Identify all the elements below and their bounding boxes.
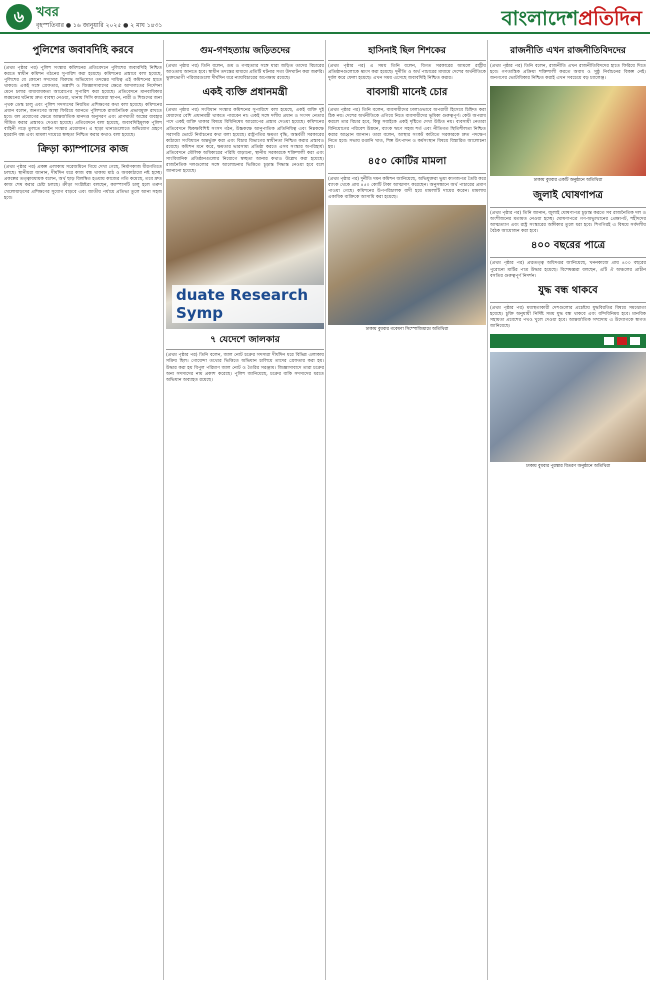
color-strip-ad [490, 334, 646, 348]
article-body: (প্রথম পৃষ্ঠার পর) প্রত্নতত্ত্ব অধিদপ্তর জানিয়েছে, খননকাজে প্রায় ৪০০ বছরের পুরোনো মাটির পাত্র উদ্ধার হয়েছে। বিশেষজ্ঞরা বলছেন, এটি ঐ অঞ্চলের প্রাচীন বসতির গুরুত্বপূর্ণ নিদর্শন। [490, 261, 646, 279]
column-3 [328, 40, 486, 337]
article-headline[interactable]: ৭ যেদেশে জালকার [166, 332, 324, 350]
photo-caption: ঢাকায় বুধবার পুরস্কার বিতরণ অনুষ্ঠানে অতিথিরা [525, 464, 611, 470]
article-body: (প্রথম পৃষ্ঠার পর) প্রকল্প এলাকায় সরেজমিনে গিয়ে দেখা গেছে, নির্মাণকাজ ধীরগতিতে চলছে। স্থানীয়রা জানান, দীর্ঘদিন ধরে কাজ বন্ধ থাকায় মাঠ ও অবকাঠামো নষ্ট হচ্ছে। প্রকল্পের তত্ত্বাবধায়ক বলেন, অর্থ ছাড় বিলম্বিত হওয়ায় কাজের গতি কমেছে, তবে দ্রুত কাজ শেষ করার চেষ্টা চলছে। ক্রীড়া সংশ্লিষ্টরা বলছেন, ক্যাম্পাসটি চালু হলে তরুণ খেলোয়াড়দের প্রশিক্ষণের সুযোগ বাড়বে এবং জাতীয় পর্যায়ে প্রতিভা তুলে আনা সহজ হবে। [4, 165, 162, 201]
masthead [0, 0, 650, 34]
article-headline[interactable]: গুম-গণহত্যায় জড়িতদের [166, 43, 324, 61]
article-headline[interactable]: বাবসায়ী মানেই চোর [328, 85, 486, 105]
article-headline[interactable]: হাসিনাই ছিল শিশকের [328, 43, 486, 61]
article-headline[interactable]: ৪৫০ কোটির মামলা [328, 154, 486, 174]
article-headline[interactable]: পুলিশের জবাবদিহি করবে [4, 43, 162, 63]
column-divider [163, 40, 164, 980]
ad-block-icon [617, 337, 627, 345]
article-headline[interactable]: ক্রিড়া ক্যাম্পাসের কাজ [4, 142, 162, 162]
event-photo [328, 205, 486, 325]
article-body: (প্রথম পৃষ্ঠার পর) তিনি বলেন, রাজনীতি এখন রাজনীতিবিদদের হাতে ফিরিয়ে দিতে হবে। গণতান্ত্রিক প্রক্রিয়া শক্তিশালী করতে অবাধ ও সুষ্ঠু নির্বাচনের বিকল্প নেই। জনগণের ভোটাধিকার নিশ্চিত করাই এখন সবচেয়ে বড় চ্যালেঞ্জ। [490, 64, 646, 82]
column-4 [490, 40, 646, 474]
award-photo [490, 352, 646, 462]
column-divider [325, 40, 326, 980]
column-2 [166, 40, 324, 384]
article-body: (প্রথম পৃষ্ঠার পর) এ সময় তিনি বলেন, বিগত সরকারের আমলে রাষ্ট্রীয় প্রতিষ্ঠানগুলোকে ধ্বংস করা হয়েছে। দুর্নীতি ও অর্থ পাচারের মাধ্যমে দেশের অর্থনীতিকে দুর্বল করে ফেলা হয়েছে। এখন সময় এসেছে জবাবদিহি নিশ্চিত করার। [328, 64, 486, 82]
article-body: (প্রথম পৃষ্ঠার পর) সংবিধান সংস্কার কমিশনের সুপারিশে বলা হয়েছে, একই ব্যক্তি দুই মেয়াদের বেশি প্রধানমন্ত্রী থাকতে পারবেন না। একই সঙ্গে দলীয় প্রধান ও সংসদ নেতার পদে একই ব্যক্তি থাকার বিষয়ে বিধিনিষেধ আরোপের প্রস্তাব দেওয়া হয়েছে। কমিশনের প্রতিবেদনে দ্বিকক্ষবিশিষ্ট সংসদ গঠন, উচ্চকক্ষে আনুপাতিক প্রতিনিধিত্ব এবং নিম্নকক্ষে সরাসরি ভোটে নির্বাচনের কথা বলা হয়েছে। রাষ্ট্রপতির ক্ষমতা বৃদ্ধি, অন্তর্বর্তী সরকারের কাঠামো সংবিধানে অন্তর্ভুক্ত করা এবং বিচার বিভাগের স্বাধীনতা নিশ্চিত করার প্রস্তাবও রয়েছে। কমিশন মনে করে, ক্ষমতার ভারসাম্য প্রতিষ্ঠা করতে এসব সংস্কার অপরিহার্য। প্রতিবেদনে মৌলিক অধিকারের পরিধি বাড়ানো, স্থানীয় সরকারকে শক্তিশালী করা এবং সাংবিধানিক প্রতিষ্ঠানগুলোর নিয়োগে স্বচ্ছতা আনার কথাও উল্লেখ করা হয়েছে। রাজনৈতিক দলগুলোর সঙ্গে আলোচনার ভিত্তিতে চূড়ান্ত সিদ্ধান্ত নেওয়া হবে বলে জানানো হয়েছে। [166, 108, 324, 175]
logo-accent: প্রতিদিন [578, 6, 642, 30]
article-body: (প্রথম পৃষ্ঠার পর) দুর্নীতি দমন কমিশন জানিয়েছে, অভিযুক্তরা ভুয়া কাগজপত্র তৈরি করে ব্যাংক থেকে প্রায় ৪৫০ কোটি টাকা আত্মসাৎ করেছেন। অনুসন্ধানে অর্থ পাচারের প্রমাণ পাওয়া গেছে। কমিশনের উপপরিচালক বাদী হয়ে মামলাটি দায়ের করেন। মামলায় একাধিক ব্যক্তিকে আসামি করা হয়েছে। [328, 176, 486, 201]
column-1 [4, 40, 162, 202]
article-body: (প্রথম পৃষ্ঠার পর) তিনি জানান, জুলাই ঘোষণাপত্র চূড়ান্ত করতে সব রাজনৈতিক দল ও অংশীজনের মতামত নেওয়া হচ্ছে। ঘোষণাপত্রে গণ-অভ্যুত্থানের প্রেক্ষাপট, শহীদদের আত্মত্যাগ এবং রাষ্ট্র সংস্কারের অঙ্গীকার তুলে ধরা হবে। শিগগিরই এ বিষয়ে সর্বদলীয় বৈঠক আয়োজন করা হবে। [490, 211, 646, 235]
photo-caption: ঢাকায় বুধবার গবেষণা সিম্পোজিয়ামে অতিথিরা [365, 327, 449, 333]
newspaper-logo[interactable] [502, 4, 642, 37]
article-headline[interactable]: জুলাই ঘোষণাপত্র [490, 188, 646, 208]
article-headline[interactable]: একই ব্যক্তি প্রধানমন্ত্রী [166, 85, 324, 105]
article-body: (প্রথম পৃষ্ঠার পর) তিনি বলেন, জাল নোট চক্রের সদস্যরা দীর্ঘদিন ধরে বিভিন্ন এলাকায় সক্রিয় ছিল। গোয়েন্দা তথ্যের ভিত্তিতে অভিযান চালিয়ে তাদের গ্রেফতার করা হয়। উদ্ধার করা হয় বিপুল পরিমাণ জাল নোট ও তৈরির সরঞ্জাম। জিজ্ঞাসাবাদে তারা চক্রের অন্য সদস্যদের নাম প্রকাশ করেছে। পুলিশ জানিয়েছে, চক্রের বাকি সদস্যদের ধরতে অভিযান অব্যাহত রয়েছে। [166, 353, 324, 383]
article-body: (প্রথম পৃষ্ঠার পর) পুলিশ সংস্কার কমিশনের প্রতিবেদনে পুলিশের জবাবদিহি নিশ্চিত করতে স্বাধীন কমিশন গঠনের সুপারিশ করা হয়েছে। কমিশনের প্রস্তাবে বলা হয়েছে, পুলিশের যে কোনো সদস্যের বিরুদ্ধে অভিযোগ তদন্তের দায়িত্ব এই কমিশনের হাতে থাকবে। একই সঙ্গে গ্রেফতার, তল্লাশি ও জিজ্ঞাসাবাদের ক্ষেত্রে আদালতের নির্দেশনা মেনে চলার বাধ্যবাধকতা আরোপের সুপারিশ করা হয়েছে। প্রতিবেদনে মানবাধিকার লঙ্ঘনের ঘটনায় দ্রুত ব্যবস্থা নেওয়া, থানায় সিসি ক্যামেরা স্থাপন, নারী ও শিশুদের জন্য পৃথক ডেস্ক চালু এবং পুলিশ সদস্যদের নিয়মিত প্রশিক্ষণের কথা বলা হয়েছে। কমিশনের প্রধান বলেন, জনগণের আস্থা ফিরিয়ে আনতে পুলিশকে রাজনৈতিক প্রভাবমুক্ত রাখতে হবে। বল প্রয়োগের ক্ষেত্রে আন্তর্জাতিক মানদণ্ড অনুসরণ এবং প্রাণঘাতী অস্ত্রের ব্যবহার সীমিত করার প্রস্তাবও দেওয়া হয়েছে। প্রতিবেদনে বলা হয়েছে, জবাবদিহিমূলক পুলিশ বাহিনী গড়ে তুলতে আইন সংস্কার প্রয়োজন। এ ছাড়া থানাগুলোতে অভিযোগ গ্রহণে হয়রানি বন্ধ এবং মামলা দায়েরে স্বচ্ছতা নিশ্চিত করার কথাও বলা হয়েছে। [4, 66, 162, 139]
issue-date: বৃহস্পতিবার ● ১৬ জানুয়ারি ২০২৫ ● ২ মাঘ ১৪৩১ [36, 22, 163, 29]
logo-main: বাংলাদেশ [501, 6, 579, 30]
article-body: (প্রথম পৃষ্ঠার পর) তিনি বলেন, ব্যবসায়ীদের ঢালাওভাবে অপরাধী হিসেবে চিহ্নিত করা ঠিক নয়। দেশের অর্থনীতিকে এগিয়ে নিতে ব্যবসায়ীদের ভূমিকা গুরুত্বপূর্ণ। কেউ অপরাধ করলে তার বিচার হবে, কিন্তু সবাইকে একই দৃষ্টিতে দেখা উচিত নয়। ব্যবসায়ী নেতারা বিনিয়োগের পরিবেশ উন্নয়ন, ব্যাংক ঋণে সহজ শর্ত এবং নীতিগত স্থিতিশীলতা নিশ্চিত করার আহ্বান জানান। তারা বলেন, আস্থার সংকট কাটাতে সরকারকে দ্রুত পদক্ষেপ নিতে হবে। সভায় রপ্তানি খাত, শিল্প উৎপাদন ও কর্মসংস্থান বিষয়ে বিস্তারিত আলোচনা হয়। [328, 108, 486, 150]
article-headline[interactable]: রাজনীতি এখন রাজনীতিবিদদের [490, 43, 646, 61]
article-body: (প্রথম পৃষ্ঠার পর) তিনি বলেন, গুম ও গণহত্যার সঙ্গে যারা জড়িত তাদের বিচারের আওতায় আনতে হবে। স্বাধীন তদন্তের মাধ্যমে প্রতিটি ঘটনার সত্য উদঘাটন করা জরুরি। ভুক্তভোগী পরিবারগুলো দীর্ঘদিন ধরে ন্যায়বিচারের অপেক্ষায় রয়েছে। [166, 64, 324, 82]
column-divider [487, 40, 488, 980]
event-photo [490, 86, 646, 176]
ad-block-icon [604, 337, 614, 345]
photo-caption: ঢাকায় বুধবার একটি অনুষ্ঠানে অতিথিরা [533, 178, 603, 184]
photo-banner-text: duate Research Symp [172, 285, 324, 323]
section-name: খবর [36, 5, 59, 20]
article-body: (প্রথম পৃষ্ঠার পর) মধ্যস্থতাকারী দেশগুলোর প্রচেষ্টায় যুদ্ধবিরতির বিষয়ে সমঝোতা হয়েছে। চুক্তি অনুযায়ী নির্দিষ্ট সময় যুদ্ধ বন্ধ থাকবে এবং বন্দিবিনিময় হবে। মানবিক সহায়তা প্রবেশের পথও খুলে দেওয়া হবে। আন্তর্জাতিক সম্প্রদায় এ উদ্যোগকে স্বাগত জানিয়েছে। [490, 305, 646, 330]
article-headline[interactable]: ৪০০ বছরের পাত্রে [490, 238, 646, 258]
ad-block-icon [630, 337, 640, 345]
page-number: ৬ [6, 4, 32, 30]
article-headline[interactable]: যুদ্ধ বন্ধ থাকবে [490, 283, 646, 303]
research-symposium-photo [166, 179, 324, 329]
